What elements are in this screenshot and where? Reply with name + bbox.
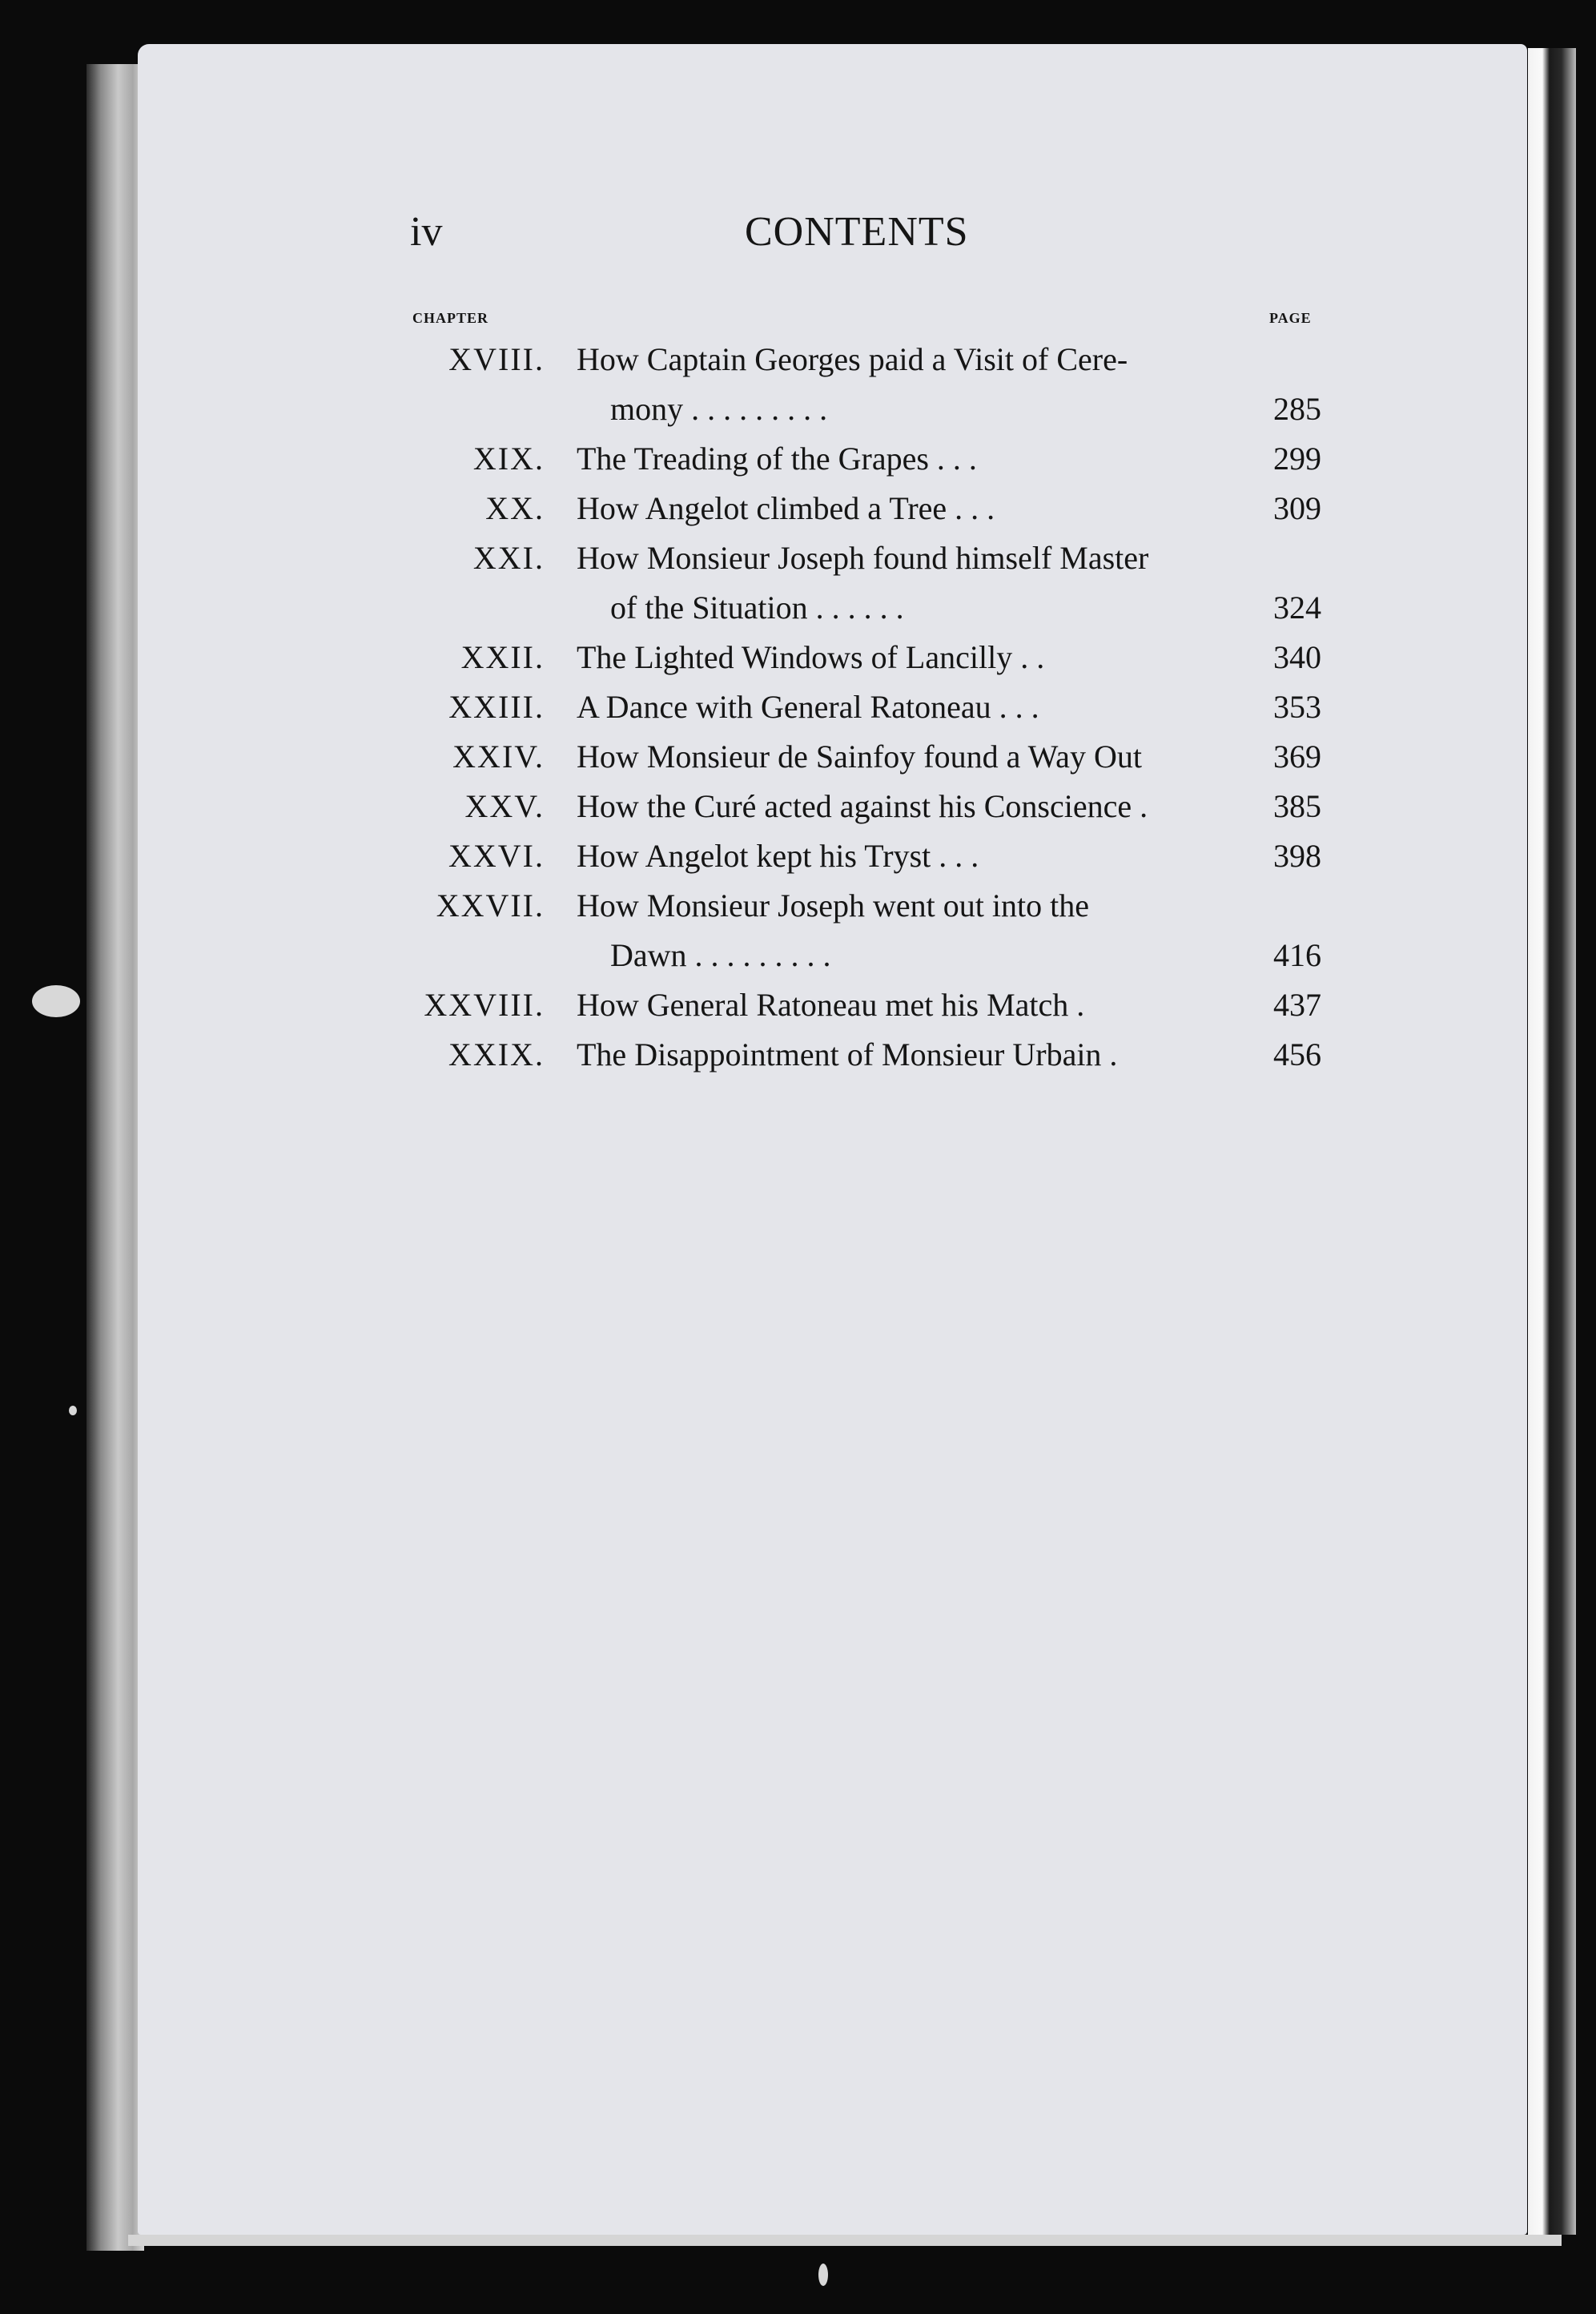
chapter-title: A Dance with General Ratoneau . . . [577, 689, 1039, 725]
chapter-number: XVIII. [448, 341, 545, 377]
toc-row [400, 980, 1337, 1030]
toc-row [400, 931, 1337, 980]
book-bottom-edge [128, 2235, 1562, 2246]
chapter-number: XXII. [460, 639, 545, 675]
chapter-title: How the Curé acted against his Conscience . [577, 788, 1148, 824]
toc-row [400, 583, 1337, 633]
chapter-title: The Lighted Windows of Lancilly . . [577, 639, 1045, 675]
chapter-title: of the Situation . . . . . . [610, 590, 904, 626]
chapter-title: mony . . . . . . . . . [610, 391, 828, 427]
chapter-number: XXIII. [448, 689, 545, 725]
page-folio: iv [410, 209, 443, 255]
chapter-number: XIX. [472, 441, 545, 477]
dust-speck [32, 985, 80, 1017]
page-number: 437 [1273, 987, 1321, 1023]
page-title: CONTENTS [745, 209, 969, 255]
page-number: 285 [1273, 391, 1321, 427]
chapter-number: XXIV. [452, 738, 545, 775]
page-number: 398 [1273, 838, 1321, 874]
chapter-number: XXVI. [448, 838, 545, 874]
toc-row [400, 335, 1337, 384]
contents-list [400, 335, 1337, 1080]
chapter-number: XXVII. [436, 887, 545, 924]
chapter-title: How Angelot kept his Tryst . . . [577, 838, 979, 874]
toc-row [400, 1030, 1337, 1080]
chapter-number: XXI. [472, 540, 545, 576]
book-right-edge [1528, 48, 1576, 2235]
page-number: 353 [1273, 689, 1321, 725]
page-number: 369 [1273, 738, 1321, 775]
toc-row [400, 881, 1337, 931]
toc-row [400, 732, 1337, 782]
book-spine-edge [86, 64, 144, 2251]
page-number: 324 [1273, 590, 1321, 626]
page-number: 456 [1273, 1036, 1321, 1072]
chapter-number: XXV. [464, 788, 545, 824]
chapter-title: How Angelot climbed a Tree . . . [577, 490, 995, 526]
chapter-number: XXVIII. [424, 987, 545, 1023]
toc-row [400, 484, 1337, 533]
chapter-title: Dawn . . . . . . . . . [610, 937, 831, 973]
chapter-number: XXIX. [448, 1036, 545, 1072]
toc-row [400, 384, 1337, 434]
chapter-title: How Monsieur Joseph found himself Master [577, 540, 1149, 576]
toc-row [400, 434, 1337, 484]
chapter-number: XX. [485, 490, 545, 526]
dust-speck [818, 2264, 828, 2286]
page-number: 309 [1273, 490, 1321, 526]
page-number: 299 [1273, 441, 1321, 477]
chapter-title: The Treading of the Grapes . . . [577, 441, 977, 477]
toc-row [400, 533, 1337, 583]
chapter-title: The Disappointment of Monsieur Urbain . [577, 1036, 1118, 1072]
page-number: 416 [1273, 937, 1321, 973]
page-number: 340 [1273, 639, 1321, 675]
toc-row [400, 633, 1337, 682]
chapter-title: How Captain Georges paid a Visit of Cere- [577, 341, 1128, 377]
chapter-title: How Monsieur de Sainfoy found a Way Out [577, 738, 1142, 775]
chapter-title: How General Ratoneau met his Match . [577, 987, 1085, 1023]
toc-row [400, 682, 1337, 732]
dust-speck [69, 1406, 77, 1415]
toc-row [400, 782, 1337, 831]
toc-row [400, 831, 1337, 881]
chapter-column-head: CHAPTER [412, 310, 489, 326]
page-number: 385 [1273, 788, 1321, 824]
chapter-title: How Monsieur Joseph went out into the [577, 887, 1089, 924]
page-column-head: PAGE [1269, 310, 1312, 326]
